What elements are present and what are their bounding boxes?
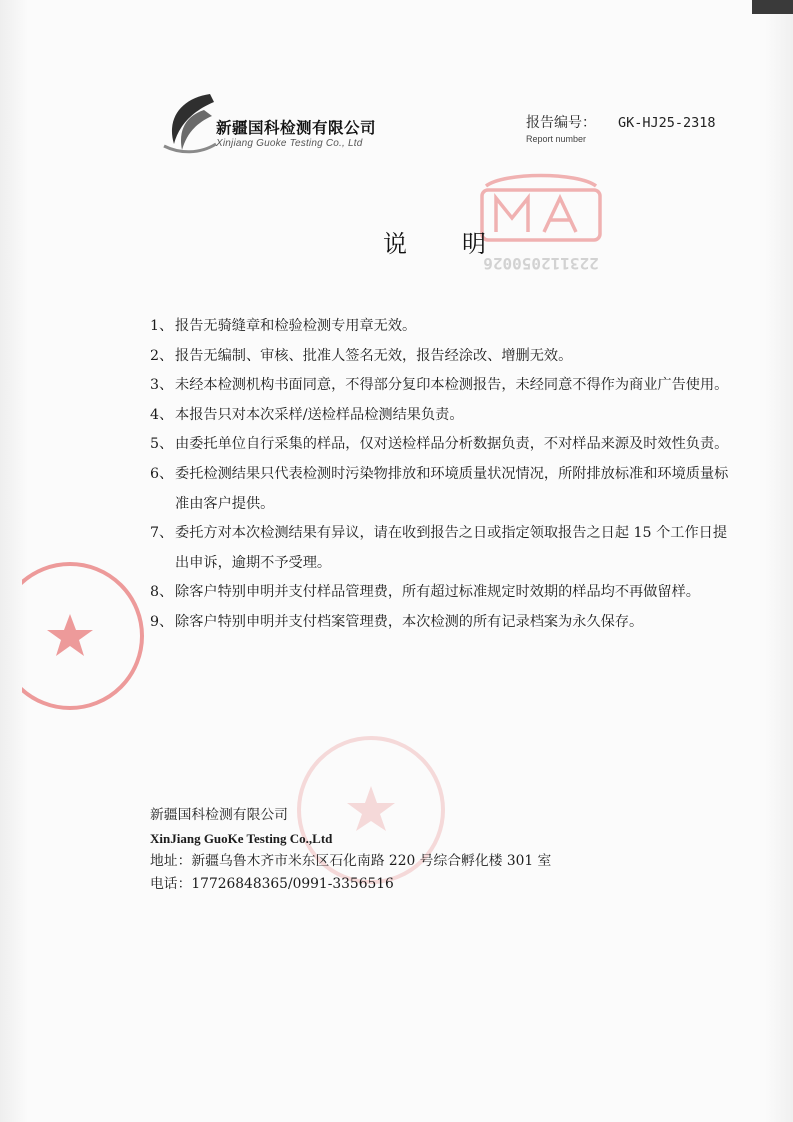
note-text: 本报告只对本次采样/送检样品检测结果负责。	[175, 406, 464, 423]
leaf-logo-icon	[160, 88, 220, 160]
left-red-seal	[22, 552, 152, 720]
report-number-label: 报告编号：	[526, 115, 596, 131]
report-number	[526, 112, 716, 132]
list-item	[150, 430, 730, 460]
note-number: 5、	[150, 436, 174, 453]
list-item	[150, 460, 730, 519]
list-item	[150, 401, 730, 431]
note-text: 除客户特别申明并支付档案管理费，本次检测的所有记录档案为永久保存。	[175, 613, 644, 630]
footer-company-name-en: XinJiang GuoKe Testing Co.,Ltd	[150, 831, 333, 846]
footer-company-name-cn: 新疆国科检测有限公司	[150, 807, 288, 823]
note-number: 9、	[150, 613, 174, 630]
logo-company-name-en: Xinjiang Guoke Testing Co., Ltd	[216, 138, 363, 149]
note-text: 报告无编制、审核、批准人签名无效，报告经涂改、增删无效。	[175, 347, 573, 364]
scan-corner-mark	[752, 0, 793, 14]
footer-company-info	[150, 804, 551, 896]
list-item	[150, 312, 730, 342]
report-number-label-en: Report number	[526, 134, 587, 144]
company-logo	[160, 88, 390, 160]
page-title: 说明	[383, 230, 541, 258]
note-number: 6、	[150, 465, 174, 482]
report-number-value: GK-HJ25-2318	[618, 115, 716, 131]
note-number: 2、	[150, 347, 174, 364]
note-text: 报告无骑缝章和检验检测专用章无效。	[175, 318, 417, 334]
footer-address: 地址：新疆乌鲁木齐市米东区石化南路 220 号综合孵化楼 301 室	[150, 853, 552, 869]
note-text: 委托方对本次检测结果有异议，请在收到报告之日或指定领取报告之日起 15 个工作日提出申诉，逾期不予受理。	[175, 525, 728, 571]
footer-phone: 电话：17726848365/0991-3356516	[150, 876, 394, 892]
note-number: 1、	[150, 318, 174, 334]
note-text: 未经本检测机构书面同意，不得部分复印本检测报告，未经同意不得作为商业广告使用。	[175, 377, 729, 394]
list-item	[150, 608, 730, 638]
note-number: 3、	[150, 377, 174, 394]
cma-stamp	[456, 166, 626, 278]
note-text: 委托检测结果只代表检测时污染物排放和环境质量状况情况，所附排放标准和环境质量标准由客户提供。	[175, 465, 729, 512]
notes-list	[150, 312, 730, 638]
note-number: 4、	[150, 406, 174, 423]
cma-number: 223112050026	[483, 254, 599, 273]
list-item	[150, 578, 730, 608]
note-text: 由委托单位自行采集的样品，仅对送检样品分析数据负责，不对样品来源及时效性负责。	[175, 436, 729, 453]
list-item	[150, 371, 730, 401]
note-text: 除客户特别申明并支付样品管理费，所有超过标准规定时效期的样品均不再做留样。	[175, 584, 700, 601]
list-item	[150, 519, 730, 578]
note-number: 7、	[150, 525, 174, 542]
note-number: 8、	[150, 584, 174, 601]
list-item	[150, 342, 730, 372]
logo-company-name-cn: 新疆国科检测有限公司	[216, 119, 377, 137]
